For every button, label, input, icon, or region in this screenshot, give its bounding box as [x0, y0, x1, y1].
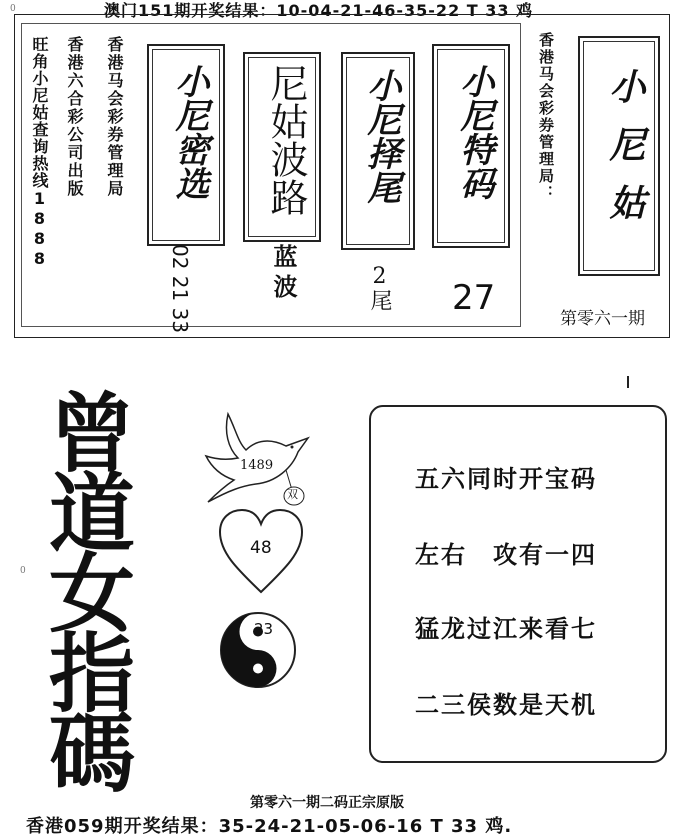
- card-wave-road-value: 蓝波: [269, 244, 298, 304]
- tick-mark: [627, 376, 629, 388]
- dove-tag: 双: [287, 488, 298, 501]
- card-tail-pick: [341, 52, 415, 250]
- footer-subtitle: 第零六一期二码正宗原版: [250, 795, 404, 811]
- yinyang-number: 23: [254, 620, 274, 638]
- card-secret-pick-title: 小尼密选: [169, 64, 209, 200]
- brand-text: 小尼姑: [604, 68, 646, 242]
- card-secret-pick: [147, 44, 225, 246]
- poem-box: [369, 405, 667, 763]
- issue-label: 第零六一期: [560, 309, 645, 329]
- card-special-code-title: 小尼特码: [454, 64, 494, 200]
- card-special-code: [432, 44, 510, 248]
- card-wave-road: [243, 52, 321, 242]
- right-authority-text: 香港马会彩券管理局：: [537, 32, 555, 202]
- brand-box: [578, 36, 660, 276]
- corner-mark-lower: 0: [20, 566, 26, 576]
- poem-line-1: 五六同时开宝码: [415, 464, 597, 493]
- card-special-code-value: 27: [452, 278, 496, 318]
- publisher-text: 香港六合彩公司出版: [65, 36, 84, 198]
- big-title: 曾道女指碼: [34, 388, 134, 788]
- card-tail-pick-value: 2尾: [367, 264, 392, 311]
- card-wave-road-title: 尼姑波路: [264, 64, 308, 216]
- footer-result: 香港059期开奖结果：35-24-21-05-06-16 T 33 鸡.: [26, 816, 513, 837]
- card-secret-pick-value: 02 21 33: [168, 244, 192, 334]
- poem-line-2: 左右 攻有一四: [415, 540, 597, 569]
- heart-number: 48: [250, 538, 272, 558]
- corner-mark: 0: [10, 4, 16, 14]
- poem-line-4: 二三侯数是天机: [415, 690, 597, 719]
- card-tail-pick-title: 小尼择尾: [361, 68, 401, 204]
- authority-text: 香港马会彩券管理局: [105, 36, 124, 198]
- poem-line-3: 猛龙过江来看七: [415, 614, 597, 643]
- header-title: 澳门151期开奖结果：10-04-21-46-35-22 T 33 鸡: [104, 1, 534, 20]
- dove-number: 1489: [240, 458, 274, 473]
- hotline-text: 旺角小尼姑查询热线1888: [30, 36, 49, 269]
